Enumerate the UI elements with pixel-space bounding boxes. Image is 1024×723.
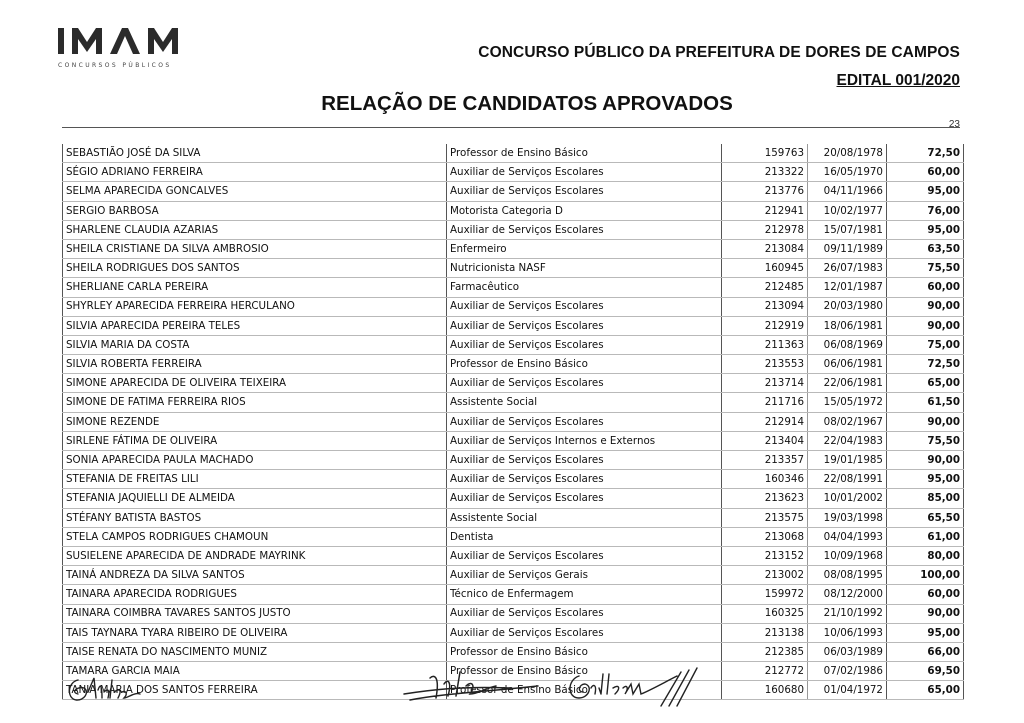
- candidate-code: 212772: [722, 662, 808, 681]
- candidate-birth-date: 06/03/1989: [808, 642, 887, 661]
- candidate-code: 213084: [722, 239, 808, 258]
- candidate-code: 211363: [722, 335, 808, 354]
- candidate-code: 212941: [722, 201, 808, 220]
- candidate-score: 95,00: [887, 182, 964, 201]
- candidate-birth-date: 19/01/1985: [808, 451, 887, 470]
- candidate-name: TAINARA APARECIDA RODRIGUES: [63, 585, 447, 604]
- candidate-role: Professor de Ensino Básico: [447, 681, 722, 700]
- candidate-code: 212914: [722, 412, 808, 431]
- candidate-code: 213138: [722, 623, 808, 642]
- candidate-score: 72,50: [887, 355, 964, 374]
- candidate-role: Nutricionista NASF: [447, 259, 722, 278]
- candidate-code: 212978: [722, 220, 808, 239]
- candidate-name: SIMONE DE FATIMA FERREIRA RIOS: [63, 393, 447, 412]
- candidate-birth-date: 19/03/1998: [808, 508, 887, 527]
- candidate-name: SHERLIANE CARLA PEREIRA: [63, 278, 447, 297]
- candidate-role: Auxiliar de Serviços Escolares: [447, 182, 722, 201]
- table-row: [63, 431, 964, 450]
- candidate-name: STELA CAMPOS RODRIGUES CHAMOUN: [63, 527, 447, 546]
- header-divider: [62, 127, 960, 128]
- table-row: [63, 451, 964, 470]
- candidate-role: Auxiliar de Serviços Escolares: [447, 316, 722, 335]
- candidate-score: 69,50: [887, 662, 964, 681]
- candidate-role: Assistente Social: [447, 508, 722, 527]
- candidate-score: 65,00: [887, 374, 964, 393]
- table-row: [63, 355, 964, 374]
- table-row: [63, 163, 964, 182]
- candidate-name: SEBASTIÃO JOSÉ DA SILVA: [63, 144, 447, 163]
- candidate-role: Auxiliar de Serviços Escolares: [447, 470, 722, 489]
- candidate-name: SUSIELENE APARECIDA DE ANDRADE MAYRINK: [63, 546, 447, 565]
- candidate-birth-date: 08/02/1967: [808, 412, 887, 431]
- candidate-code: 213002: [722, 566, 808, 585]
- candidate-score: 72,50: [887, 144, 964, 163]
- candidate-role: Auxiliar de Serviços Escolares: [447, 297, 722, 316]
- candidate-birth-date: 08/08/1995: [808, 566, 887, 585]
- candidate-code: 212919: [722, 316, 808, 335]
- candidate-birth-date: 26/07/1983: [808, 259, 887, 278]
- candidate-role: Auxiliar de Serviços Escolares: [447, 489, 722, 508]
- candidate-role: Professor de Ensino Básico: [447, 355, 722, 374]
- imam-logo: [58, 26, 198, 69]
- edital-number: EDITAL 001/2020: [836, 72, 960, 89]
- candidate-code: 211716: [722, 393, 808, 412]
- candidate-name: SHYRLEY APARECIDA FERREIRA HERCULANO: [63, 297, 447, 316]
- candidate-score: 90,00: [887, 297, 964, 316]
- candidate-code: 213322: [722, 163, 808, 182]
- table-row: [63, 335, 964, 354]
- signature-2-icon: [400, 664, 550, 708]
- candidate-score: 61,00: [887, 527, 964, 546]
- candidate-code: 159972: [722, 585, 808, 604]
- candidate-role: Professor de Ensino Básico: [447, 662, 722, 681]
- candidate-name: SHEILA CRISTIANE DA SILVA AMBROSIO: [63, 239, 447, 258]
- candidate-score: 60,00: [887, 278, 964, 297]
- candidate-code: 159763: [722, 144, 808, 163]
- candidate-role: Motorista Categoria D: [447, 201, 722, 220]
- candidate-score: 76,00: [887, 201, 964, 220]
- candidate-birth-date: 22/04/1983: [808, 431, 887, 450]
- candidate-role: Farmacêutico: [447, 278, 722, 297]
- candidates-table-body: [63, 144, 964, 700]
- candidate-role: Auxiliar de Serviços Escolares: [447, 220, 722, 239]
- candidate-role: Auxiliar de Serviços Escolares: [447, 163, 722, 182]
- candidate-code: 213152: [722, 546, 808, 565]
- candidate-code: 160680: [722, 681, 808, 700]
- candidate-birth-date: 04/04/1993: [808, 527, 887, 546]
- candidate-score: 90,00: [887, 604, 964, 623]
- candidate-score: 80,00: [887, 546, 964, 565]
- table-row: [63, 412, 964, 431]
- candidate-name: SERGIO BARBOSA: [63, 201, 447, 220]
- candidate-score: 66,00: [887, 642, 964, 661]
- candidate-code: 213404: [722, 431, 808, 450]
- candidate-birth-date: 08/12/2000: [808, 585, 887, 604]
- candidate-score: 90,00: [887, 451, 964, 470]
- candidate-birth-date: 15/05/1972: [808, 393, 887, 412]
- candidate-birth-date: 15/07/1981: [808, 220, 887, 239]
- candidate-score: 63,50: [887, 239, 964, 258]
- candidate-name: STEFANIA DE FREITAS LILI: [63, 470, 447, 489]
- candidate-role: Enfermeiro: [447, 239, 722, 258]
- candidate-role: Técnico de Enfermagem: [447, 585, 722, 604]
- candidate-name: SHEILA RODRIGUES DOS SANTOS: [63, 259, 447, 278]
- candidate-name: TAMARA GARCIA MAIA: [63, 662, 447, 681]
- candidate-name: STEFANIA JAQUIELLI DE ALMEIDA: [63, 489, 447, 508]
- candidate-role: Professor de Ensino Básico: [447, 642, 722, 661]
- candidate-name: SILVIA ROBERTA FERREIRA: [63, 355, 447, 374]
- candidate-name: TANIA MARIA DOS SANTOS FERREIRA: [63, 681, 447, 700]
- candidate-birth-date: 16/05/1970: [808, 163, 887, 182]
- candidate-code: 213553: [722, 355, 808, 374]
- candidate-birth-date: 12/01/1987: [808, 278, 887, 297]
- candidate-name: SHARLENE CLAUDIA AZARIAS: [63, 220, 447, 239]
- page-number: 23: [948, 119, 960, 130]
- table-row: [63, 201, 964, 220]
- table-row: [63, 470, 964, 489]
- candidate-birth-date: 04/11/1966: [808, 182, 887, 201]
- candidate-birth-date: 10/01/2002: [808, 489, 887, 508]
- candidate-score: 90,00: [887, 316, 964, 335]
- candidate-role: Auxiliar de Serviços Escolares: [447, 412, 722, 431]
- table-row: [63, 144, 964, 163]
- candidate-birth-date: 20/08/1978: [808, 144, 887, 163]
- table-row: [63, 585, 964, 604]
- table-row: [63, 527, 964, 546]
- table-row: [63, 566, 964, 585]
- candidate-score: 61,50: [887, 393, 964, 412]
- candidate-role: Auxiliar de Serviços Escolares: [447, 604, 722, 623]
- candidate-name: TAIS TAYNARA TYARA RIBEIRO DE OLIVEIRA: [63, 623, 447, 642]
- candidate-code: 212385: [722, 642, 808, 661]
- candidate-name: TAISE RENATA DO NASCIMENTO MUNIZ: [63, 642, 447, 661]
- candidate-name: SILVIA MARIA DA COSTA: [63, 335, 447, 354]
- candidate-code: 160945: [722, 259, 808, 278]
- signature-3-icon: [565, 662, 715, 712]
- candidate-name: TAINARA COIMBRA TAVARES SANTOS JUSTO: [63, 604, 447, 623]
- candidate-code: 160325: [722, 604, 808, 623]
- candidate-birth-date: 20/03/1980: [808, 297, 887, 316]
- candidate-birth-date: 01/04/1972: [808, 681, 887, 700]
- candidate-birth-date: 18/06/1981: [808, 316, 887, 335]
- candidate-code: 213623: [722, 489, 808, 508]
- candidate-code: 160346: [722, 470, 808, 489]
- candidate-role: Professor de Ensino Básico: [447, 144, 722, 163]
- candidate-birth-date: 22/08/1991: [808, 470, 887, 489]
- table-row: [63, 623, 964, 642]
- candidate-code: 213575: [722, 508, 808, 527]
- candidate-score: 95,00: [887, 623, 964, 642]
- table-row: [63, 220, 964, 239]
- candidate-role: Auxiliar de Serviços Escolares: [447, 335, 722, 354]
- candidate-code: 213776: [722, 182, 808, 201]
- logo-subtext: CONCURSOS PÚBLICOS: [58, 62, 172, 69]
- table-row: [63, 259, 964, 278]
- candidate-role: Auxiliar de Serviços Escolares: [447, 623, 722, 642]
- candidate-name: STÉFANY BATISTA BASTOS: [63, 508, 447, 527]
- candidate-role: Auxiliar de Serviços Escolares: [447, 546, 722, 565]
- candidate-score: 95,00: [887, 470, 964, 489]
- imam-logo-mark: [58, 26, 190, 56]
- candidate-score: 60,00: [887, 163, 964, 182]
- candidate-score: 95,00: [887, 220, 964, 239]
- candidate-name: SILVIA APARECIDA PEREIRA TELES: [63, 316, 447, 335]
- candidate-birth-date: 06/08/1969: [808, 335, 887, 354]
- candidate-birth-date: 22/06/1981: [808, 374, 887, 393]
- candidate-role: Auxiliar de Serviços Gerais: [447, 566, 722, 585]
- table-row: [63, 642, 964, 661]
- candidates-table: [62, 144, 964, 700]
- table-row: [63, 546, 964, 565]
- candidate-birth-date: 10/02/1977: [808, 201, 887, 220]
- candidate-name: SIMONE REZENDE: [63, 412, 447, 431]
- table-row: [63, 297, 964, 316]
- candidate-score: 85,00: [887, 489, 964, 508]
- table-row: [63, 182, 964, 201]
- table-row: [63, 604, 964, 623]
- candidate-score: 60,00: [887, 585, 964, 604]
- candidate-birth-date: 06/06/1981: [808, 355, 887, 374]
- table-row: [63, 374, 964, 393]
- table-row: [63, 239, 964, 258]
- candidate-name: SÉGIO ADRIANO FERREIRA: [63, 163, 447, 182]
- candidate-birth-date: 10/06/1993: [808, 623, 887, 642]
- candidate-name: SIMONE APARECIDA DE OLIVEIRA TEIXEIRA: [63, 374, 447, 393]
- candidate-score: 90,00: [887, 412, 964, 431]
- candidate-role: Assistente Social: [447, 393, 722, 412]
- candidate-score: 75,50: [887, 259, 964, 278]
- page-title: RELAÇÃO DE CANDIDATOS APROVADOS: [321, 92, 733, 115]
- candidate-role: Auxiliar de Serviços Escolares: [447, 451, 722, 470]
- candidate-birth-date: 09/11/1989: [808, 239, 887, 258]
- candidate-birth-date: 21/10/1992: [808, 604, 887, 623]
- candidate-score: 100,00: [887, 566, 964, 585]
- table-row: [63, 278, 964, 297]
- contest-title: CONCURSO PÚBLICO DA PREFEITURA DE DORES DE CAMPOS: [478, 44, 960, 61]
- signature-1-icon: [64, 670, 184, 710]
- candidate-role: Dentista: [447, 527, 722, 546]
- candidate-birth-date: 07/02/1986: [808, 662, 887, 681]
- candidate-score: 65,50: [887, 508, 964, 527]
- table-row: [63, 489, 964, 508]
- candidate-role: Auxiliar de Serviços Escolares: [447, 374, 722, 393]
- candidate-code: 213094: [722, 297, 808, 316]
- table-row: [63, 316, 964, 335]
- candidate-code: 213714: [722, 374, 808, 393]
- candidate-code: 213068: [722, 527, 808, 546]
- table-row: [63, 393, 964, 412]
- candidate-code: 213357: [722, 451, 808, 470]
- candidate-name: TAINÁ ANDREZA DA SILVA SANTOS: [63, 566, 447, 585]
- table-row: [63, 508, 964, 527]
- candidate-name: SELMA APARECIDA GONCALVES: [63, 182, 447, 201]
- candidate-role: Auxiliar de Serviços Internos e Externos: [447, 431, 722, 450]
- candidate-score: 65,00: [887, 681, 964, 700]
- candidate-name: SIRLENE FÁTIMA DE OLIVEIRA: [63, 431, 447, 450]
- candidate-score: 75,00: [887, 335, 964, 354]
- candidate-score: 75,50: [887, 431, 964, 450]
- candidate-name: SONIA APARECIDA PAULA MACHADO: [63, 451, 447, 470]
- candidate-code: 212485: [722, 278, 808, 297]
- candidate-birth-date: 10/09/1968: [808, 546, 887, 565]
